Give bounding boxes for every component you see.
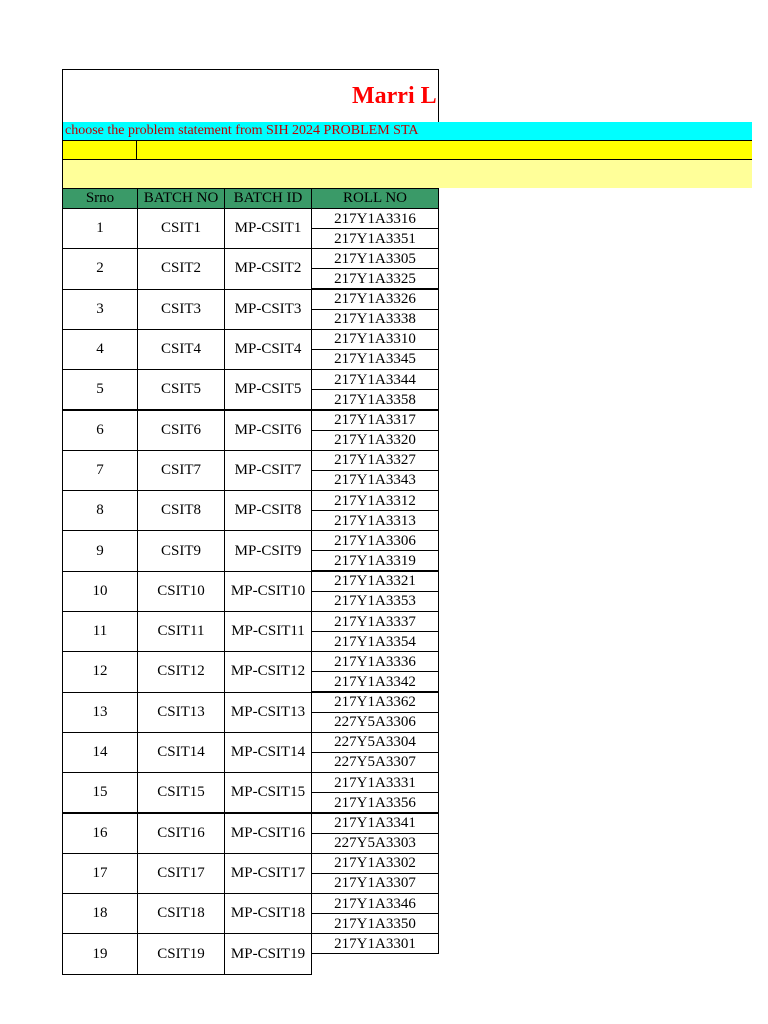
roll-no-cell[interactable]: 227Y5A3307	[311, 752, 439, 773]
roll-no-cell[interactable]: 217Y1A3345	[311, 349, 439, 370]
batch-id-cell[interactable]: MP-CSIT4	[224, 329, 312, 370]
batch-no-cell[interactable]: CSIT4	[137, 329, 225, 370]
title-cell[interactable]	[62, 69, 439, 122]
batch-no-cell[interactable]: CSIT19	[137, 933, 225, 974]
roll-no-cell[interactable]: 217Y1A3326	[311, 289, 439, 310]
roll-no-cell[interactable]: 227Y5A3303	[311, 833, 439, 854]
srno-cell[interactable]: 3	[62, 289, 138, 330]
roll-no-cell[interactable]: 217Y1A3338	[311, 309, 439, 330]
roll-no-cell[interactable]: 217Y1A3317	[311, 410, 439, 431]
roll-no-cell[interactable]: 217Y1A3354	[311, 631, 439, 652]
roll-no-cell[interactable]: 227Y5A3306	[311, 712, 439, 733]
batch-no-cell[interactable]: CSIT10	[137, 571, 225, 612]
pale-yellow-row[interactable]	[62, 160, 752, 188]
batch-no-cell[interactable]: CSIT17	[137, 853, 225, 894]
roll-no-cell[interactable]: 217Y1A3351	[311, 228, 439, 249]
batch-id-cell[interactable]: MP-CSIT8	[224, 490, 312, 531]
batch-id-cell[interactable]: MP-CSIT3	[224, 289, 312, 330]
roll-no-cell[interactable]: 217Y1A3350	[311, 913, 439, 934]
roll-no-cell[interactable]: 217Y1A3362	[311, 692, 439, 713]
srno-cell[interactable]: 12	[62, 651, 138, 692]
srno-cell[interactable]: 13	[62, 692, 138, 733]
roll-no-cell[interactable]: 217Y1A3301	[311, 933, 439, 954]
roll-no-cell[interactable]: 217Y1A3358	[311, 389, 439, 410]
batch-no-cell[interactable]: CSIT3	[137, 289, 225, 330]
yellow-row	[62, 140, 752, 160]
roll-no-cell[interactable]: 217Y1A3316	[311, 208, 439, 229]
batch-id-cell[interactable]: MP-CSIT5	[224, 369, 312, 410]
srno-cell[interactable]: 16	[62, 813, 138, 854]
roll-no-cell[interactable]: 217Y1A3342	[311, 671, 439, 692]
batch-no-cell[interactable]: CSIT9	[137, 530, 225, 571]
roll-no-cell[interactable]: 217Y1A3336	[311, 651, 439, 672]
roll-no-cell[interactable]: 217Y1A3302	[311, 853, 439, 874]
srno-cell[interactable]: 2	[62, 248, 138, 289]
srno-cell[interactable]: 9	[62, 530, 138, 571]
roll-no-cell[interactable]: 217Y1A3325	[311, 268, 439, 289]
batch-no-cell[interactable]: CSIT15	[137, 772, 225, 813]
batch-no-cell[interactable]: CSIT1	[137, 208, 225, 249]
roll-no-cell[interactable]: 217Y1A3341	[311, 813, 439, 834]
roll-no-cell[interactable]: 217Y1A3321	[311, 571, 439, 592]
roll-no-cell[interactable]: 217Y1A3327	[311, 450, 439, 471]
batch-id-cell[interactable]: MP-CSIT16	[224, 813, 312, 854]
batch-id-cell[interactable]: MP-CSIT15	[224, 772, 312, 813]
roll-no-cell[interactable]: 217Y1A3312	[311, 490, 439, 511]
roll-no-cell[interactable]: 217Y1A3331	[311, 772, 439, 793]
roll-no-cell[interactable]: 217Y1A3305	[311, 248, 439, 269]
header-srno[interactable]: Srno	[62, 188, 138, 209]
sheet-title: Marri L	[352, 83, 437, 109]
batch-no-cell[interactable]: CSIT13	[137, 692, 225, 733]
roll-no-cell[interactable]: 217Y1A3337	[311, 611, 439, 632]
batch-id-cell[interactable]: MP-CSIT14	[224, 732, 312, 773]
srno-cell[interactable]: 19	[62, 933, 138, 974]
roll-no-cell[interactable]: 217Y1A3310	[311, 329, 439, 350]
roll-no-cell[interactable]: 217Y1A3320	[311, 430, 439, 451]
batch-id-cell[interactable]: MP-CSIT19	[224, 933, 312, 974]
srno-cell[interactable]: 8	[62, 490, 138, 531]
batch-no-cell[interactable]: CSIT8	[137, 490, 225, 531]
srno-cell[interactable]: 10	[62, 571, 138, 612]
roll-no-cell[interactable]: 217Y1A3313	[311, 510, 439, 531]
batch-id-cell[interactable]: MP-CSIT17	[224, 853, 312, 894]
srno-cell[interactable]: 11	[62, 611, 138, 652]
batch-no-cell[interactable]: CSIT18	[137, 893, 225, 934]
srno-cell[interactable]: 18	[62, 893, 138, 934]
header-batch-no[interactable]: BATCH NO	[137, 188, 225, 209]
batch-no-cell[interactable]: CSIT7	[137, 450, 225, 491]
srno-cell[interactable]: 17	[62, 853, 138, 894]
batch-id-cell[interactable]: MP-CSIT18	[224, 893, 312, 934]
instruction-text: choose the problem statement from SIH 2024 PROBLEM STA	[65, 123, 419, 138]
batch-no-cell[interactable]: CSIT12	[137, 651, 225, 692]
srno-cell[interactable]: 1	[62, 208, 138, 249]
batch-id-cell[interactable]: MP-CSIT10	[224, 571, 312, 612]
instruction-cell	[62, 122, 439, 140]
batch-no-cell[interactable]: CSIT5	[137, 369, 225, 410]
roll-no-cell[interactable]: 217Y1A3356	[311, 792, 439, 813]
roll-no-cell[interactable]: 217Y1A3344	[311, 369, 439, 390]
srno-cell[interactable]: 14	[62, 732, 138, 773]
batch-no-cell[interactable]: CSIT11	[137, 611, 225, 652]
roll-no-cell[interactable]: 217Y1A3307	[311, 873, 439, 894]
batch-no-cell[interactable]: CSIT6	[137, 410, 225, 451]
yellow-cell-a[interactable]	[62, 140, 137, 160]
batch-no-cell[interactable]: CSIT2	[137, 248, 225, 289]
batch-id-cell[interactable]: MP-CSIT12	[224, 651, 312, 692]
batch-id-cell[interactable]: MP-CSIT2	[224, 248, 312, 289]
srno-cell[interactable]: 4	[62, 329, 138, 370]
batch-id-cell[interactable]: MP-CSIT13	[224, 692, 312, 733]
batch-no-cell[interactable]: CSIT14	[137, 732, 225, 773]
roll-no-cell[interactable]: 217Y1A3353	[311, 591, 439, 612]
batch-id-cell[interactable]: MP-CSIT1	[224, 208, 312, 249]
roll-no-cell[interactable]: 217Y1A3343	[311, 470, 439, 491]
roll-no-cell[interactable]: 217Y1A3306	[311, 530, 439, 551]
batch-id-cell[interactable]: MP-CSIT7	[224, 450, 312, 491]
yellow-cell-b[interactable]	[136, 140, 752, 160]
batch-id-cell[interactable]: MP-CSIT11	[224, 611, 312, 652]
header-roll-no[interactable]: ROLL NO	[311, 188, 439, 209]
roll-no-cell[interactable]: 217Y1A3319	[311, 550, 439, 571]
instruction-row[interactable]	[62, 122, 752, 140]
srno-cell[interactable]: 5	[62, 369, 138, 410]
srno-cell[interactable]: 7	[62, 450, 138, 491]
batch-id-cell[interactable]: MP-CSIT9	[224, 530, 312, 571]
srno-cell[interactable]: 6	[62, 410, 138, 451]
roll-no-cell[interactable]: 227Y5A3304	[311, 732, 439, 753]
batch-no-cell[interactable]: CSIT16	[137, 813, 225, 854]
srno-cell[interactable]: 15	[62, 772, 138, 813]
roll-no-cell[interactable]: 217Y1A3346	[311, 893, 439, 914]
batch-id-cell[interactable]: MP-CSIT6	[224, 410, 312, 451]
header-batch-id[interactable]: BATCH ID	[224, 188, 312, 209]
